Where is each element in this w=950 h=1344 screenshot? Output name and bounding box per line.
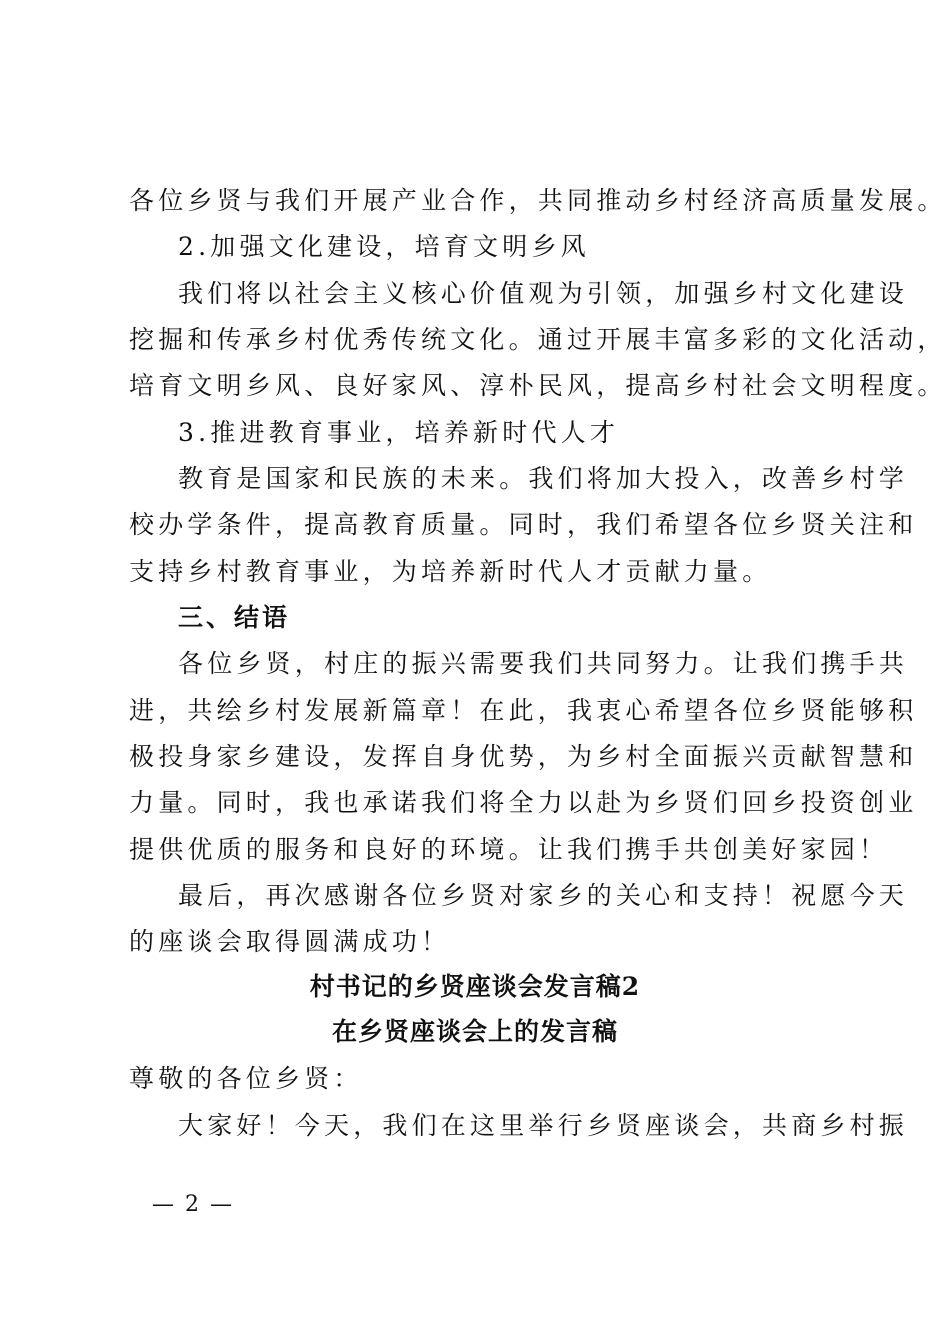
document-title: 村书记的乡贤座谈会发言稿2 — [309, 972, 641, 1001]
paragraph-line: 进，共绘乡村发展新篇章！在此，我衷心希望各位乡贤能够积 — [129, 696, 918, 725]
document-subtitle: 在乡贤座谈会上的发言稿 — [331, 1017, 618, 1046]
paragraph-line: 挖掘和传承乡村优秀传统文化。通过开展丰富多彩的文化活动， — [129, 325, 947, 354]
paragraph-line: 培育文明乡风、良好家风、淳朴民风，提高乡村社会文明程度。 — [129, 371, 947, 400]
section-heading-conclusion: 三、结语 — [178, 603, 291, 632]
paragraph-line: 大家好！今天，我们在这里举行乡贤座谈会，共商乡村振 — [178, 1111, 909, 1140]
section-heading: 2.加强文化建设，培育文明乡风 — [178, 232, 590, 261]
paragraph-line: 力量。同时，我也承诺我们将全力以赴为乡贤们回乡投资创业 — [129, 788, 918, 817]
paragraph-line: 最后，再次感谢各位乡贤对家乡的关心和支持！祝愿今天 — [178, 881, 909, 910]
paragraph-line: 教育是国家和民族的未来。我们将加大投入，改善乡村学 — [178, 464, 909, 493]
paragraph-line: 的座谈会取得圆满成功！ — [129, 927, 451, 956]
paragraph-line: 极投身家乡建设，发挥自身优势，为乡村全面振兴贡献智慧和 — [129, 742, 918, 771]
paragraph-line: 各位乡贤与我们开展产业合作，共同推动乡村经济高质量发展。 — [129, 186, 947, 215]
paragraph-line: 提供优质的服务和良好的环境。让我们携手共创美好家园！ — [129, 835, 889, 864]
page-number: — 2 — — [152, 1192, 234, 1217]
section-heading: 3.推进教育事业，培养新时代人才 — [178, 418, 620, 447]
paragraph-line: 我们将以社会主义核心价值观为引领，加强乡村文化建设 — [178, 279, 909, 308]
paragraph-line: 校办学条件，提高教育质量。同时，我们希望各位乡贤关注和 — [129, 510, 918, 539]
paragraph-line: 支持乡村教育事业，为培养新时代人才贡献力量。 — [129, 557, 772, 586]
salutation: 尊敬的各位乡贤： — [129, 1064, 363, 1093]
paragraph-line: 各位乡贤，村庄的振兴需要我们共同努力。让我们携手共 — [178, 649, 909, 678]
